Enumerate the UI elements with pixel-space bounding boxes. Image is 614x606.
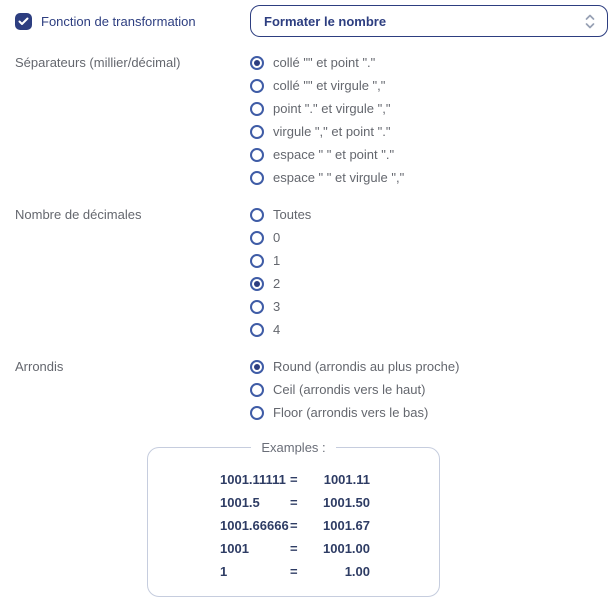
example-output: 1.00 xyxy=(344,564,370,579)
radio-icon[interactable] xyxy=(250,277,264,291)
example-input: 1001 xyxy=(220,541,249,556)
example-input: 1001.11111 xyxy=(220,472,286,487)
examples-fieldset xyxy=(147,440,440,597)
decimals-option-5[interactable]: 4 xyxy=(250,318,608,341)
radio-icon[interactable] xyxy=(250,79,264,93)
example-row xyxy=(220,491,439,514)
radio-icon[interactable] xyxy=(250,323,264,337)
decimals-option-0[interactable]: Toutes xyxy=(250,203,608,226)
transform-function-select[interactable] xyxy=(250,5,608,37)
separators-group xyxy=(15,51,608,189)
examples-legend: Examples : xyxy=(261,440,326,455)
radio-icon[interactable] xyxy=(250,56,264,70)
radio-icon[interactable] xyxy=(250,360,264,374)
examples-table xyxy=(220,468,439,583)
rounding-options xyxy=(250,355,608,424)
separator-option-4[interactable]: espace " " et point "." xyxy=(250,143,608,166)
decimals-option-1[interactable]: 0 xyxy=(250,226,608,249)
equals-sign: = xyxy=(290,541,298,556)
rounding-option-1[interactable]: Ceil (arrondis vers le haut) xyxy=(250,378,608,401)
rounding-label: Arrondis xyxy=(15,359,64,374)
radio-icon[interactable] xyxy=(250,125,264,139)
transform-label: Fonction de transformation xyxy=(41,13,196,29)
radio-icon[interactable] xyxy=(250,300,264,314)
radio-icon[interactable] xyxy=(250,208,264,222)
radio-icon[interactable] xyxy=(250,148,264,162)
radio-icon[interactable] xyxy=(250,406,264,420)
separator-option-5[interactable]: espace " " et virgule "," xyxy=(250,166,608,189)
transform-checkbox-group[interactable] xyxy=(15,13,250,30)
example-output: 1001.50 xyxy=(323,495,370,510)
radio-icon[interactable] xyxy=(250,231,264,245)
separator-option-2[interactable]: point "." et virgule "," xyxy=(250,97,608,120)
separator-option-3[interactable]: virgule "," et point "." xyxy=(250,120,608,143)
decimals-option-2[interactable]: 1 xyxy=(250,249,608,272)
unfold-chevrons-icon xyxy=(584,13,596,30)
separators-label: Séparateurs (millier/décimal) xyxy=(15,55,181,70)
example-row xyxy=(220,560,439,583)
decimals-option-4[interactable]: 3 xyxy=(250,295,608,318)
decimals-group xyxy=(15,203,608,341)
equals-sign: = xyxy=(290,518,298,533)
radio-icon[interactable] xyxy=(250,102,264,116)
rounding-group xyxy=(15,355,608,424)
example-input: 1001.66666 xyxy=(220,518,289,533)
example-row xyxy=(220,514,439,537)
separator-option-1[interactable]: collé "" et virgule "," xyxy=(250,74,608,97)
decimals-option-3[interactable]: 2 xyxy=(250,272,608,295)
transform-checkbox[interactable] xyxy=(15,13,32,30)
example-input: 1001.5 xyxy=(220,495,260,510)
example-input: 1 xyxy=(220,564,228,579)
decimals-label: Nombre de décimales xyxy=(15,207,142,222)
select-value: Formater le nombre xyxy=(264,13,387,29)
decimals-options xyxy=(250,203,608,341)
rounding-option-2[interactable]: Floor (arrondis vers le bas) xyxy=(250,401,608,424)
equals-sign: = xyxy=(290,472,298,487)
example-row xyxy=(220,468,439,491)
example-output: 1001.11 xyxy=(323,472,370,487)
rounding-option-0[interactable]: Round (arrondis au plus proche) xyxy=(250,355,608,378)
transform-row xyxy=(15,5,608,37)
checkmark-icon xyxy=(18,17,29,26)
radio-icon[interactable] xyxy=(250,171,264,185)
radio-icon[interactable] xyxy=(250,383,264,397)
radio-icon[interactable] xyxy=(250,254,264,268)
equals-sign: = xyxy=(290,564,298,579)
example-output: 1001.67 xyxy=(323,518,370,533)
equals-sign: = xyxy=(290,495,298,510)
separators-options xyxy=(250,51,608,189)
example-output: 1001.00 xyxy=(323,541,370,556)
separator-option-0[interactable]: collé "" et point "." xyxy=(250,51,608,74)
example-row xyxy=(220,537,439,560)
